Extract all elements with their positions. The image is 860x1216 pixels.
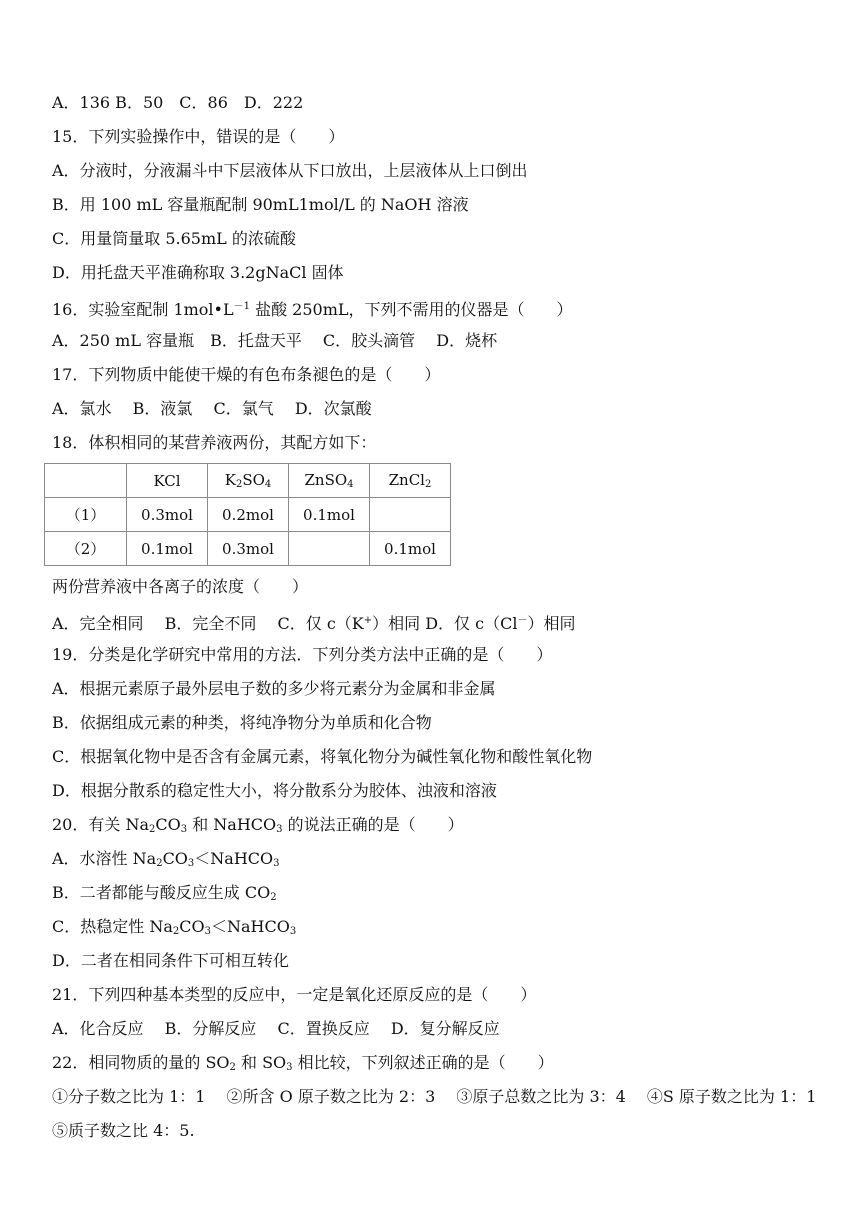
q16-options: A．250 mL 容量瓶 B．托盘天平 C．胶头滴管 D．烧杯 [52,331,498,350]
q21-options: A．化合反应 B．分解反应 C．置换反应 D．复分解反应 [52,1019,500,1038]
q20-option-c: C．热稳定性 $Na_2CO_3<NaHCO_3$ [52,917,297,937]
recipe-table-header [45,464,451,498]
q20-option-d: D．二者在相同条件下可相互转化 [52,951,289,970]
q15-option-d: D．用托盘天平准确称取 3.2gNaCl 固体 [52,263,344,282]
table-cell: 0.2mol [208,498,289,532]
q16-stem: 16．实验室配制 $1mol•L^{-1}$ 盐酸 250mL，下列不需用的仪器是（ ） [52,300,573,319]
table-header-cell: $K_2SO_4$ [208,464,289,498]
q22-stem: 22．相同物质的量的 $SO_2$ 和 $SO_3$ 相比较，下列叙述正确的是（ ） [52,1053,554,1073]
table-cell [289,532,370,566]
table-header-cell [45,464,127,498]
q19-stem: 19．分类是化学研究中常用的方法．下列分类方法中正确的是（ ） [52,645,553,664]
q14-options: A．136 B．50 C．86 D．222 [52,93,304,112]
q17-stem: 17．下列物质中能使干燥的有色布条褪色的是（ ） [52,365,441,384]
table-row [45,532,451,566]
q17-options: A．氯水 B．液氯 C．氯气 D．次氯酸 [52,399,372,418]
table-header-cell: KCl [127,464,208,498]
exam-page [52,86,838,1148]
q19-option-c: C．根据氧化物中是否含有金属元素，将氧化物分为碱性氧化物和酸性氧化物 [52,747,593,766]
table-cell: （1） [45,498,127,532]
table-cell: 0.1mol [127,532,208,566]
recipe-table [44,463,451,566]
q21-stem: 21．下列四种基本类型的反应中，一定是氧化还原反应的是（ ） [52,985,537,1004]
q15-option-b: B．用 100 mL 容量瓶配制 90mL1mol/L 的 NaOH 溶液 [52,195,469,214]
q15-option-c: C．用量筒量取 5.65mL 的浓硫酸 [52,229,296,248]
table-cell: 0.1mol [370,532,451,566]
q18-options: A．完全相同 B．完全不同 C．仅 c（K+）相同 D．仅 c（Cl－）相同 [52,614,576,633]
table-cell: 0.3mol [127,498,208,532]
q15-option-a: A．分液时，分液漏斗中下层液体从下口放出，上层液体从上口倒出 [52,161,528,180]
table-cell: 0.3mol [208,532,289,566]
q22-statements: ①分子数之比为 1：1 ②所含 O 原子数之比为 2：3 ③原子总数之比为 3：4 ④S 原子数之比为 1：1 ⑤质子数之比 4：5. [52,1087,838,1140]
q19-option-d: D．根据分散系的稳定性大小，将分散系分为胶体、浊液和溶液 [52,781,497,800]
q20-stem: 20．有关 $Na_2CO_3$ 和 NaHCO$_3$ 的说法正确的是（ ） [52,815,464,835]
table-row [45,498,451,532]
table-header-cell: ZnCl$_2$ [370,464,451,498]
q19-option-b: B．依据组成元素的种类，将纯净物分为单质和化合物 [52,713,432,732]
q20-option-a: A．水溶性 $Na_2CO_3<NaHCO_3$ [52,849,280,869]
table-cell [370,498,451,532]
q18-stem: 18．体积相同的某营养液两份，其配方如下： [52,433,377,452]
table-cell: 0.1mol [289,498,370,532]
q19-option-a: A．根据元素原子最外层电子数的多少将元素分为金属和非金属 [52,679,496,698]
q15-stem: 15．下列实验操作中，错误的是（ ） [52,127,345,146]
table-header-cell: ZnSO$_4$ [289,464,370,498]
table-cell: （2） [45,532,127,566]
q20-option-b: B．二者都能与酸反应生成 $CO_2$ [52,883,277,903]
q18-question: 两份营养液中各离子的浓度（ ） [52,577,309,596]
